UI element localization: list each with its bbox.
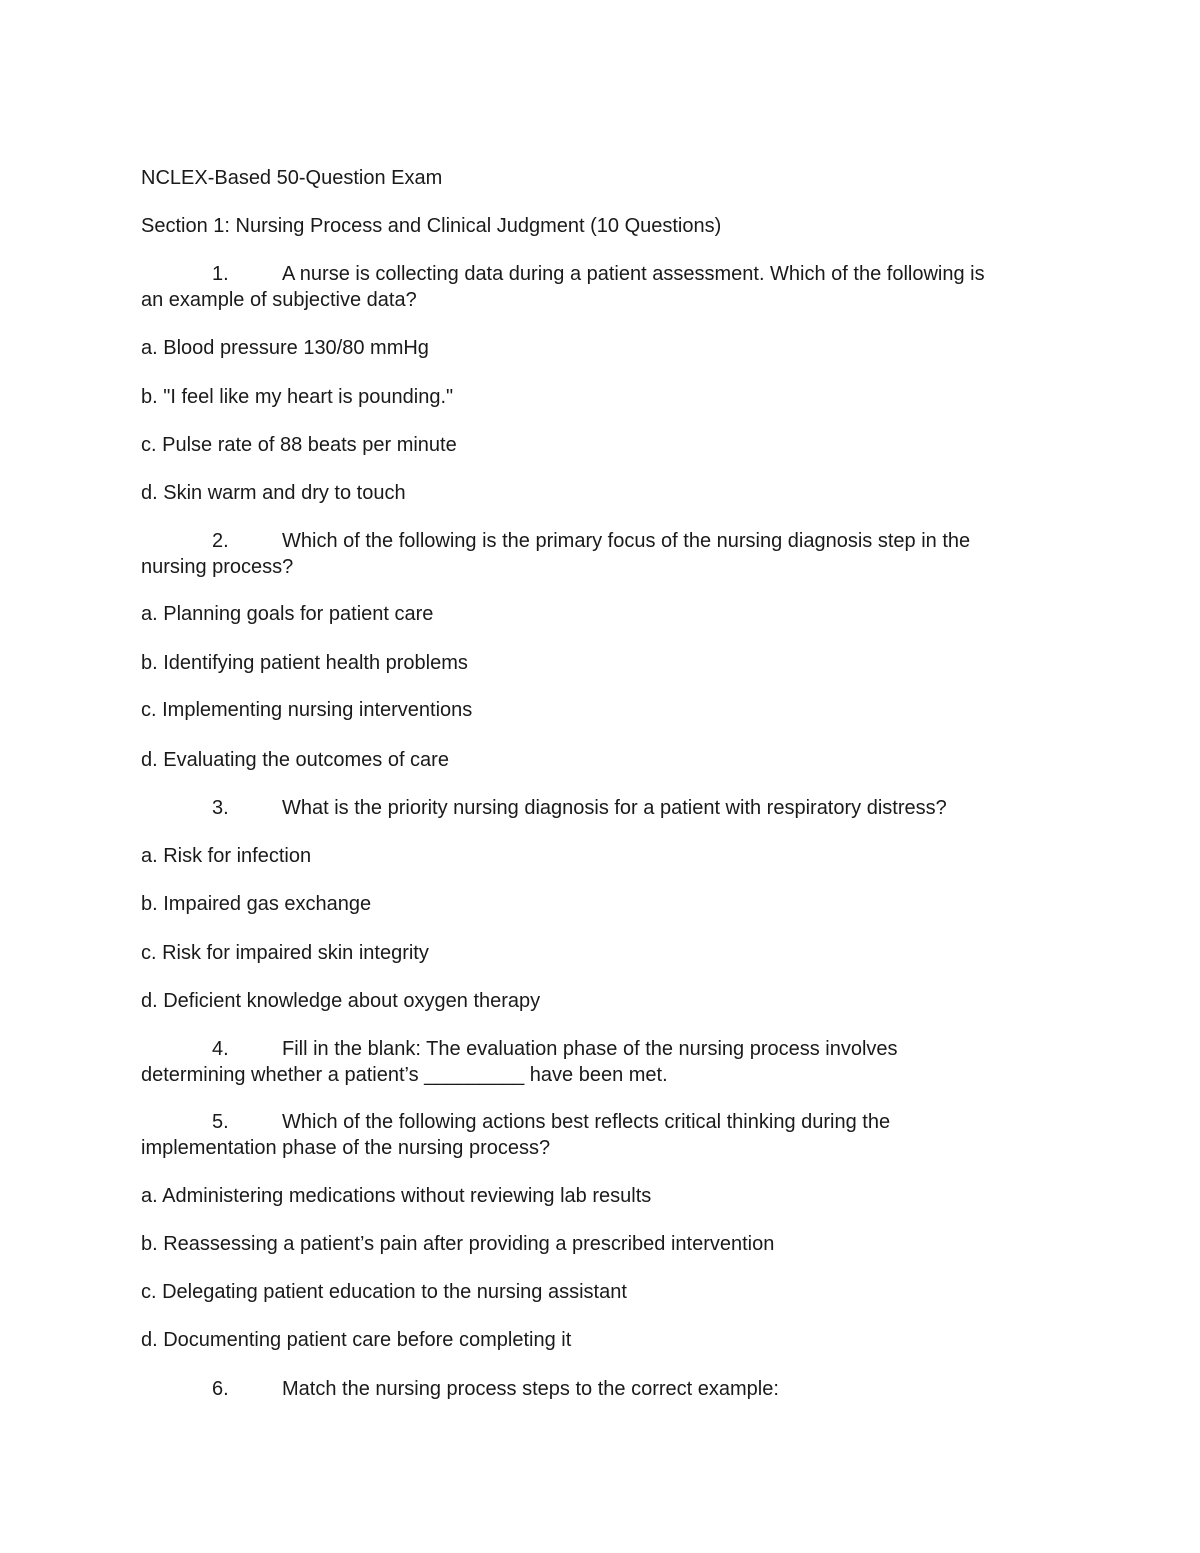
question-stem: What is the priority nursing diagnosis for a patient with respiratory distress? (282, 797, 947, 819)
question-3 (141, 795, 1061, 821)
answer-option: c. Pulse rate of 88 beats per minute (141, 434, 457, 456)
answer-option: b. Reassessing a patient’s pain after providing a prescribed intervention (141, 1233, 775, 1255)
question-number: 4. (212, 1038, 229, 1060)
question-number: 1. (212, 263, 229, 285)
question-number: 3. (212, 797, 229, 819)
question-stem: A nurse is collecting data during a patient assessment. Which of the following is (282, 263, 985, 285)
question-stem: Fill in the blank: The evaluation phase of the nursing process involves (282, 1038, 898, 1060)
section-heading: Section 1: Nursing Process and Clinical Judgment (10 Questions) (141, 215, 722, 237)
question-stem-continued: nursing process? (141, 556, 294, 578)
answer-option: c. Implementing nursing interventions (141, 699, 473, 721)
answer-option: d. Skin warm and dry to touch (141, 482, 406, 504)
answer-option: d. Documenting patient care before completing it (141, 1329, 572, 1351)
question-stem-continued: determining whether a patient’s _________ have been met. (141, 1064, 668, 1086)
answer-option: a. Blood pressure 130/80 mmHg (141, 337, 429, 359)
question-number: 5. (212, 1111, 229, 1133)
question-stem: Which of the following is the primary focus of the nursing diagnosis step in the (282, 530, 971, 552)
answer-option: a. Risk for infection (141, 845, 312, 867)
answer-option: a. Administering medications without reviewing lab results (141, 1185, 652, 1207)
question-2 (141, 528, 1061, 580)
answer-option: d. Deficient knowledge about oxygen therapy (141, 990, 541, 1012)
answer-option: a. Planning goals for patient care (141, 603, 434, 625)
question-stem-continued: an example of subjective data? (141, 289, 417, 311)
question-stem: Match the nursing process steps to the correct example: (282, 1378, 779, 1400)
answer-option: c. Delegating patient education to the nursing assistant (141, 1281, 627, 1303)
question-number: 6. (212, 1378, 229, 1400)
answer-option: c. Risk for impaired skin integrity (141, 942, 429, 964)
question-5 (141, 1109, 1061, 1161)
question-stem-continued: implementation phase of the nursing process? (141, 1137, 551, 1159)
document-title: NCLEX-Based 50-Question Exam (141, 167, 443, 189)
question-number: 2. (212, 530, 229, 552)
answer-option: b. Impaired gas exchange (141, 893, 372, 915)
answer-option: d. Evaluating the outcomes of care (141, 749, 449, 771)
question-6 (141, 1376, 1061, 1402)
answer-option: b. Identifying patient health problems (141, 652, 468, 674)
question-4 (141, 1036, 1061, 1088)
answer-option: b. "I feel like my heart is pounding." (141, 386, 454, 408)
question-1 (141, 261, 1061, 313)
question-stem: Which of the following actions best reflects critical thinking during the (282, 1111, 891, 1133)
